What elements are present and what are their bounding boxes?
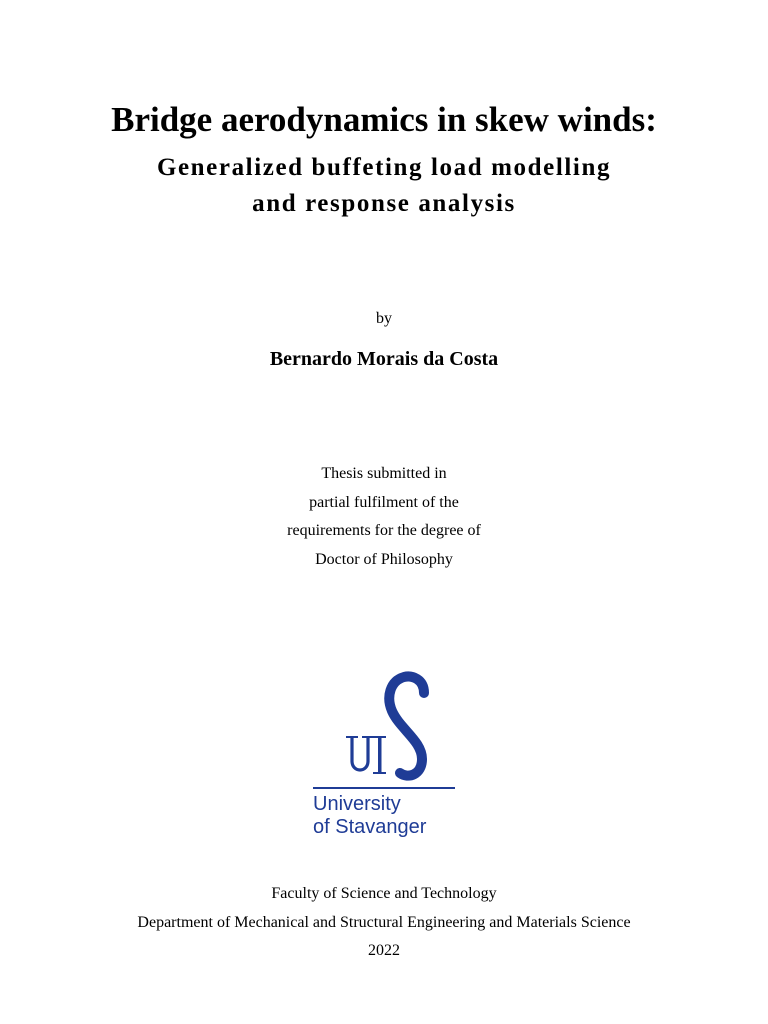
- subtitle-line-2: and response analysis: [252, 190, 516, 217]
- thesis-subtitle: [0, 150, 768, 222]
- department-name: Department of Mechanical and Structural Engineering and Materials Science: [137, 913, 631, 931]
- us-monogram-icon: [272, 655, 494, 795]
- degree-line-3: requirements for the degree of: [287, 522, 481, 539]
- faculty-name: Faculty of Science and Technology: [271, 885, 497, 902]
- author-name: Bernardo Morais da Costa: [269, 348, 499, 370]
- thesis-title: Bridge aerodynamics in skew winds:: [111, 100, 657, 139]
- degree-line-2: partial fulfilment of the: [309, 493, 459, 511]
- affiliation: [0, 880, 768, 966]
- university-name: [313, 793, 426, 839]
- by-label: by: [376, 310, 392, 327]
- university-name-line-2: of Stavanger: [313, 816, 427, 838]
- subtitle-line-1: Generalized buffeting load modelling: [156, 154, 612, 181]
- degree-line-4: Doctor of Philosophy: [315, 550, 453, 568]
- university-name-line-1: University: [313, 793, 401, 815]
- degree-statement: [0, 460, 768, 574]
- degree-line-1: Thesis submitted in: [321, 465, 447, 482]
- university-logo: [272, 655, 494, 863]
- year: 2022: [368, 942, 400, 959]
